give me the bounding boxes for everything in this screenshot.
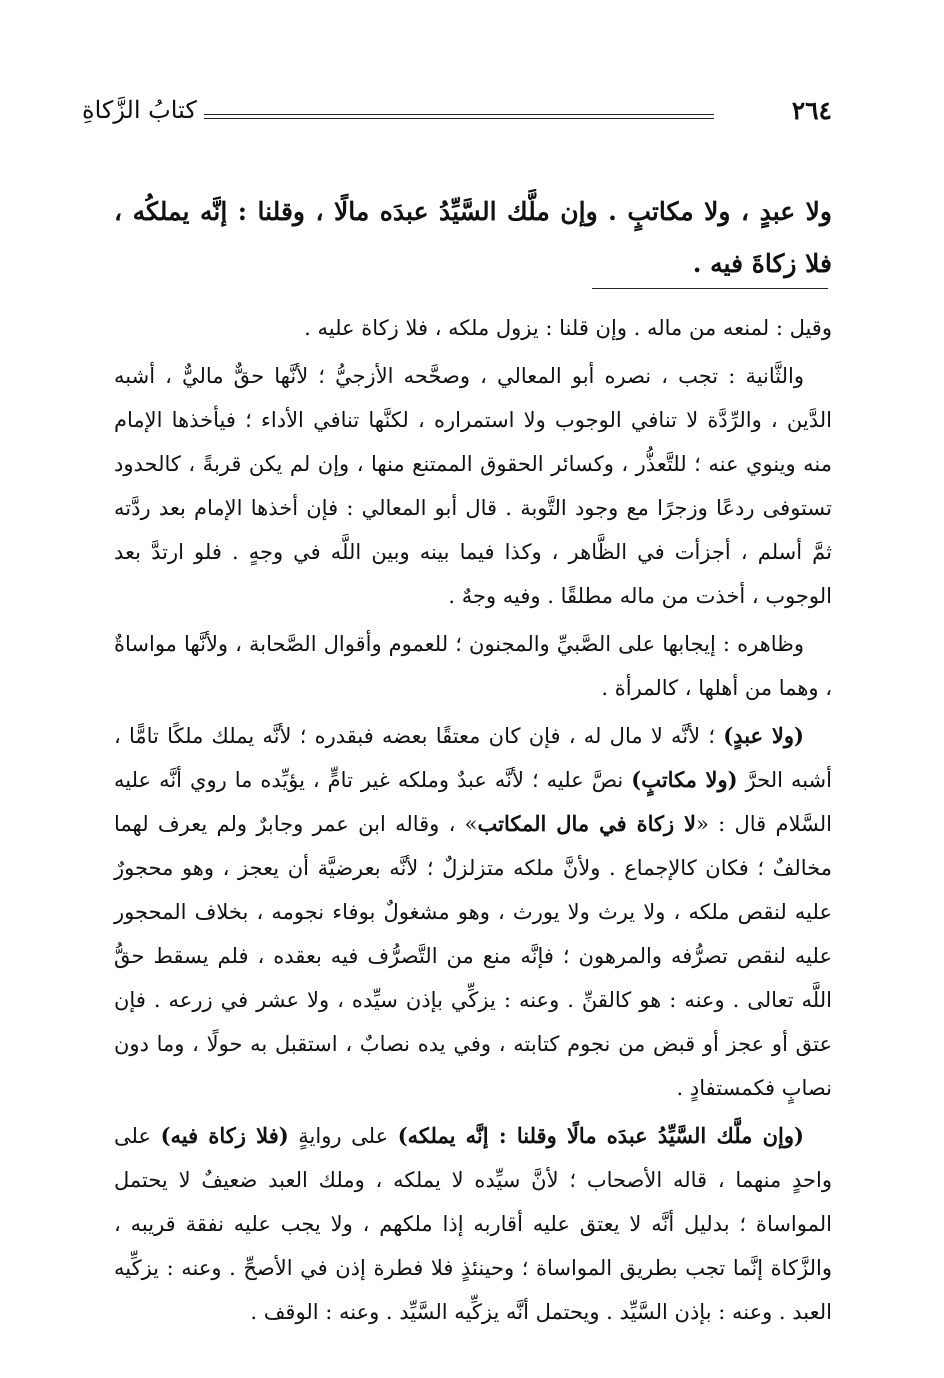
paragraph-4 (114, 714, 832, 1110)
paragraph-5 (114, 1114, 832, 1334)
quoted-matn: (ولا مكاتبٍ) (631, 767, 738, 792)
paragraph-2: والثَّانية : تجب ، نصره أبو المعالي ، وصحَّحه الأزجيُّ ؛ لأنَّها حقٌّ ماليٌّ ، أشبه الدَّين ، والرِّدَّة لا تنافي الوجوب ولا استمراره ، لكنَّها تنافي الأداء ؛ فيأخذها الإمام منه وينوي عنه ؛ للتَّعذُّر ، وكسائر الحقوق الممتنع منها ، وإن لم يكن قربةً ، كالحدود تستوفى ردعًا وزجرًا مع وجود التَّوبة . قال أبو المعالي : فإن أخذها الإمام بعد ردَّته ثمَّ أسلم ، أجزأت في الظَّاهر ، وكذا فيما بينه وبين اللَّه في وجهٍ . فلو ارتدَّ بعد الوجوب ، أخذت من ماله مطلقًا . وفيه وجهٌ . (114, 364, 832, 608)
quoted-matn: (وإن ملَّك السَّيِّدُ عبدَه مالًا وقلنا : إنَّه يملكه) (397, 1123, 804, 1148)
commentary-text: » ، وقاله ابن عمر وجابرٌ ولم يعرف لهما مخالفٌ ؛ فكان كالإجماع . ولأنَّ ملكه متزلزلٌ ؛ لأنَّه بعرضيَّة أن يعجز ، وهو محجورٌ عليه لنقص ملكه ، ولا يرث ولا يورث ، وهو مشغولٌ بوفاء نجومه ، بخلاف المحجور عليه لنقص تصرُّفه والمرهون ؛ فإنَّه منع من التَّصرُّف فيه بعقده ، فلم يسقط حقُّ اللَّه تعالى . وعنه : هو كالقنِّ . وعنه : يزكِّي بإذن سيِّده ، ولا عشر في زرعه . فإن عتق أو عجز أو قبض من نجوم كتابته ، وفي يده نصابٌ ، استقبل به حولًا ، وما دون نصابٍ فكمستفادٍ . (114, 812, 832, 1100)
matn-divider (592, 288, 828, 289)
commentary-text: نصَّ عليه ؛ لأنَّه عبدٌ وملكه غير تامٍّ ، يؤيِّده ما روي أنَّه عليه السَّلام قال : « (114, 768, 832, 836)
commentary (114, 306, 832, 1338)
running-title: كتابُ الزَّكاةِ (82, 96, 197, 124)
page-number: ٢٦٤ (791, 96, 832, 125)
header-divider (204, 114, 714, 119)
quoted-matn: (فلا زكاة فيه) (160, 1123, 289, 1148)
paragraph-3: وظاهره : إيجابها على الصَّبيِّ والمجنون ؛ للعموم وأقوال الصَّحابة ، ولأنَّها مواساةٌ ، وهما من أهلها ، كالمرأة . (114, 632, 832, 700)
commentary-text: ؛ لأنَّه لا مال له ، فإن كان معتقًا بعضه فبقدره ؛ لأنَّه يملك ملكًا تامًّا ، أشبه الحرَّ (114, 724, 832, 792)
commentary-text: على واحدٍ منهما ، قاله الأصحاب ؛ لأنَّ سيِّده لا يملكه ، وملك العبد ضعيفٌ لا يحتمل المواساة ؛ بدليل أنَّه لا يعتق عليه أقاربه إذا ملكهم ، ولا يجب عليه نفقة قريبه ، والزَّكاة إنَّما تجب بطريق المواساة ؛ وحينئذٍ فلا فطرة إذن في الأصحِّ . وعنه : يزكِّيه العبد . وعنه : بإذن السَّيِّد . ويحتمل أنَّه يزكِّيه السَّيِّد . وعنه : الوقف . (114, 1124, 832, 1324)
hadith-quote: لا زكاة في مال المكاتب (477, 811, 697, 836)
commentary-text: على روايةٍ (288, 1124, 398, 1148)
matn-text: ولا عبدٍ ، ولا مكاتبٍ . وإن ملَّك السَّيِّدُ عبدَه مالًا ، وقلنا : إنَّه يملكُه ، فلا زكاةَ فيه . (114, 197, 832, 278)
quoted-matn: (ولا عبدٍ) (723, 723, 804, 748)
paragraph-1: وقيل : لمنعه من ماله . وإن قلنا : يزول ملكه ، فلا زكاة عليه . (304, 316, 832, 340)
page-header (82, 96, 832, 136)
